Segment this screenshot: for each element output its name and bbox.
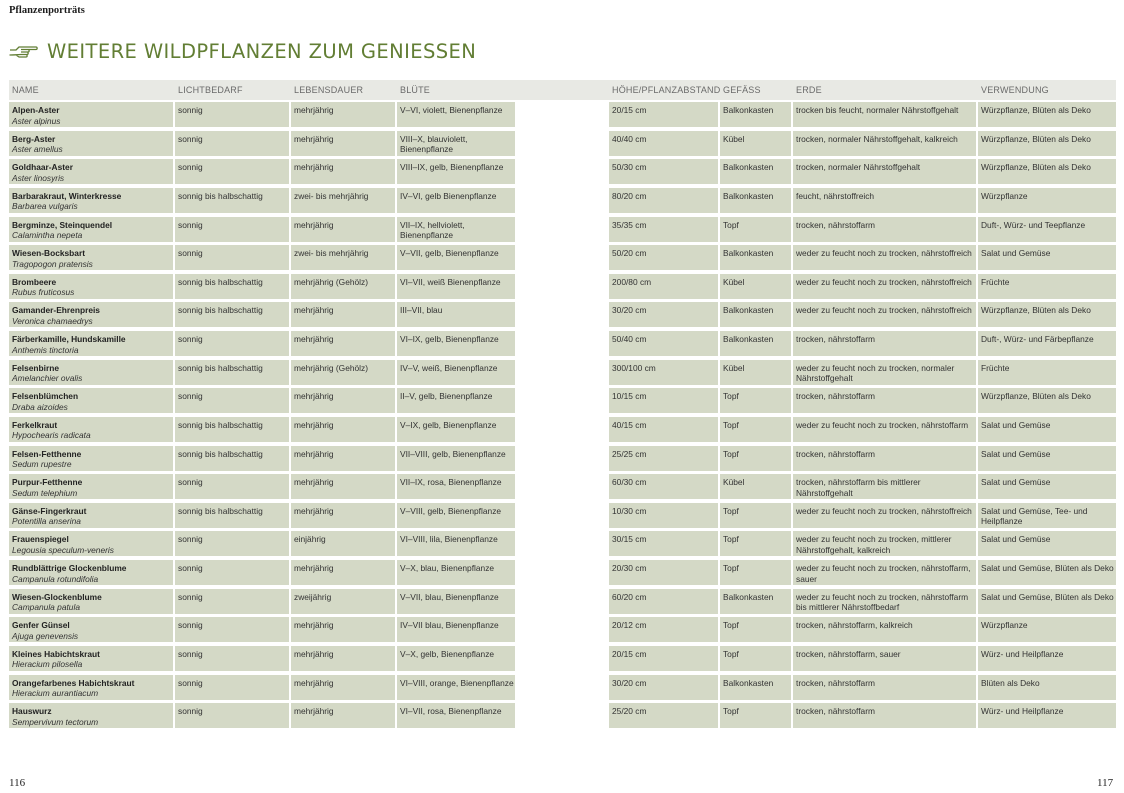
cell-hoehe: 10/30 cm bbox=[609, 503, 718, 528]
cell-name bbox=[9, 131, 173, 156]
plant-latin-name: Hypochearis radicata bbox=[12, 430, 91, 441]
column-header-verwendung: VERWENDUNG bbox=[981, 85, 1049, 95]
cell-licht: sonnig bbox=[175, 474, 289, 499]
table-row bbox=[9, 129, 1116, 158]
cell-bluete: V–VIII, gelb, Bienenpflanze bbox=[397, 503, 515, 528]
cell-hoehe: 300/100 cm bbox=[609, 360, 718, 385]
cell-verwendung: Salat und Gemüse bbox=[978, 446, 1116, 471]
cell-erde: weder zu feucht noch zu trocken, nährstoffarm, sauer bbox=[793, 560, 976, 585]
table-row bbox=[9, 186, 1116, 215]
cell-erde: weder zu feucht noch zu trocken, nährstoffarm bis mittlerer Nährstoffbedarf bbox=[793, 589, 976, 614]
cell-gefaess: Topf bbox=[720, 646, 791, 671]
cell-erde: weder zu feucht noch zu trocken, nährstoffreich bbox=[793, 302, 976, 327]
cell-hoehe: 30/15 cm bbox=[609, 531, 718, 556]
cell-gefaess: Kübel bbox=[720, 360, 791, 385]
plant-latin-name: Potentilla anserina bbox=[12, 516, 81, 527]
cell-verwendung: Salat und Gemüse, Blüten als Deko bbox=[978, 589, 1116, 614]
cell-erde: trocken, normaler Nährstoffgehalt, kalkreich bbox=[793, 131, 976, 156]
cell-verwendung: Würzpflanze bbox=[978, 617, 1116, 642]
plant-latin-name: Calamintha nepeta bbox=[12, 230, 83, 240]
cell-bluete: VI–IX, gelb, Bienenpflanze bbox=[397, 331, 515, 356]
cell-licht: sonnig bbox=[175, 131, 289, 156]
pointing-hand-icon bbox=[9, 41, 39, 63]
cell-dauer: mehrjährig bbox=[291, 159, 395, 184]
cell-bluete: V–VII, gelb, Bienenpflanze bbox=[397, 245, 515, 270]
cell-verwendung: Salat und Gemüse bbox=[978, 245, 1116, 270]
cell-erde: trocken, nährstoffarm bbox=[793, 703, 976, 728]
plant-latin-name: Draba aizoides bbox=[12, 401, 68, 412]
cell-bluete: VII–IX, rosa, Bienenpflanze bbox=[397, 474, 515, 499]
plant-name: Goldhaar-Aster bbox=[12, 162, 73, 173]
cell-verwendung: Würzpflanze, Blüten als Deko bbox=[978, 388, 1116, 413]
cell-bluete: VI–VII, rosa, Bienenpflanze bbox=[397, 703, 515, 728]
cell-dauer: mehrjährig bbox=[291, 646, 395, 671]
table-row bbox=[9, 358, 1116, 387]
cell-verwendung: Duft-, Würz- und Teepflanze bbox=[978, 217, 1116, 242]
cell-dauer: mehrjährig bbox=[291, 560, 395, 585]
cell-bluete: VII–VIII, gelb, Bienenpflanze bbox=[397, 446, 515, 471]
cell-licht: sonnig bbox=[175, 217, 289, 242]
cell-hoehe: 20/15 cm bbox=[609, 102, 718, 127]
cell-gefaess: Kübel bbox=[720, 474, 791, 499]
cell-verwendung: Würzpflanze, Blüten als Deko bbox=[978, 159, 1116, 184]
cell-name bbox=[9, 474, 173, 499]
cell-erde: trocken, nährstoffarm bis mittlerer Nährstoffgehalt bbox=[793, 474, 976, 499]
cell-bluete: VII–IX, hellviolett, Bienenpflanze bbox=[397, 217, 515, 242]
table-row bbox=[9, 386, 1116, 415]
cell-hoehe: 30/20 cm bbox=[609, 675, 718, 700]
cell-name bbox=[9, 388, 173, 413]
cell-bluete: V–X, blau, Bienenpflanze bbox=[397, 560, 515, 585]
cell-licht: sonnig bbox=[175, 589, 289, 614]
cell-hoehe: 25/20 cm bbox=[609, 703, 718, 728]
cell-dauer: einjährig bbox=[291, 531, 395, 556]
plant-latin-name: Hieracium aurantiacum bbox=[12, 688, 99, 698]
plant-name: Felsenbirne bbox=[12, 362, 60, 373]
plant-name: Bergminze, Steinquendel bbox=[12, 219, 113, 230]
cell-bluete: V–VI, violett, Bienenpflanze bbox=[397, 102, 515, 127]
cell-hoehe: 50/30 cm bbox=[609, 159, 718, 184]
plant-latin-name: Sedum rupestre bbox=[12, 459, 72, 469]
cell-gefaess: Balkonkasten bbox=[720, 331, 791, 356]
cell-dauer: zwei- bis mehrjährig bbox=[291, 188, 395, 213]
cell-gefaess: Balkonkasten bbox=[720, 159, 791, 184]
cell-dauer: mehrjährig (Gehölz) bbox=[291, 360, 395, 385]
cell-gefaess: Topf bbox=[720, 503, 791, 528]
cell-dauer: mehrjährig bbox=[291, 302, 395, 327]
cell-erde: trocken, nährstoffarm bbox=[793, 331, 976, 356]
table-row bbox=[9, 673, 1116, 702]
cell-dauer: mehrjährig bbox=[291, 417, 395, 442]
cell-hoehe: 20/15 cm bbox=[609, 646, 718, 671]
cell-dauer: zweijährig bbox=[291, 589, 395, 614]
plant-latin-name: Aster amellus bbox=[12, 144, 63, 155]
cell-dauer: mehrjährig bbox=[291, 102, 395, 127]
plant-latin-name: Aster linosyris bbox=[12, 172, 65, 183]
cell-bluete: VI–VII, weiß Bienenpflanze bbox=[397, 274, 515, 299]
cell-erde: trocken, nährstoffarm, sauer bbox=[793, 646, 976, 671]
cell-name bbox=[9, 589, 173, 614]
cell-erde: trocken, nährstoffarm bbox=[793, 217, 976, 242]
plant-latin-name: Amelanchier ovalis bbox=[12, 373, 83, 384]
plant-name: Wiesen-Bocksbart bbox=[12, 248, 85, 259]
table-row bbox=[9, 501, 1116, 530]
cell-dauer: zwei- bis mehrjährig bbox=[291, 245, 395, 270]
cell-gefaess: Balkonkasten bbox=[720, 589, 791, 614]
cell-bluete: III–VII, blau bbox=[397, 302, 515, 327]
cell-verwendung: Früchte bbox=[978, 274, 1116, 299]
cell-gefaess: Balkonkasten bbox=[720, 102, 791, 127]
cell-erde: trocken, normaler Nährstoffgehalt bbox=[793, 159, 976, 184]
cell-name bbox=[9, 360, 173, 385]
cell-bluete: IV–VI, gelb Bienenpflanze bbox=[397, 188, 515, 213]
plant-name: Purpur-Fetthenne bbox=[12, 477, 83, 488]
cell-licht: sonnig bbox=[175, 703, 289, 728]
cell-verwendung: Früchte bbox=[978, 360, 1116, 385]
cell-dauer: mehrjährig bbox=[291, 474, 395, 499]
cell-name bbox=[9, 617, 173, 642]
cell-hoehe: 20/30 cm bbox=[609, 560, 718, 585]
column-header-bluete: BLÜTE bbox=[400, 85, 431, 95]
cell-hoehe: 25/25 cm bbox=[609, 446, 718, 471]
cell-bluete: V–IX, gelb, Bienenpflanze bbox=[397, 417, 515, 442]
cell-name bbox=[9, 703, 173, 728]
cell-licht: sonnig bbox=[175, 675, 289, 700]
cell-licht: sonnig bis halbschattig bbox=[175, 302, 289, 327]
cell-bluete: II–V, gelb, Bienenpflanze bbox=[397, 388, 515, 413]
plant-latin-name: Rubus fruticosus bbox=[12, 287, 75, 298]
plant-name: Orangefarbenes Habichtskraut bbox=[12, 677, 135, 688]
cell-dauer: mehrjährig bbox=[291, 331, 395, 356]
cell-hoehe: 50/40 cm bbox=[609, 331, 718, 356]
cell-bluete: VIII–IX, gelb, Bienenpflanze bbox=[397, 159, 515, 184]
cell-licht: sonnig bis halbschattig bbox=[175, 446, 289, 471]
cell-name bbox=[9, 188, 173, 213]
column-header-erde: ERDE bbox=[796, 85, 822, 95]
column-header-name: NAME bbox=[12, 85, 39, 95]
cell-dauer: mehrjährig (Gehölz) bbox=[291, 274, 395, 299]
cell-gefaess: Balkonkasten bbox=[720, 188, 791, 213]
plant-latin-name: Sedum telephium bbox=[12, 487, 78, 498]
cell-gefaess: Balkonkasten bbox=[720, 245, 791, 270]
cell-hoehe: 20/12 cm bbox=[609, 617, 718, 642]
cell-name bbox=[9, 675, 173, 700]
cell-licht: sonnig bbox=[175, 560, 289, 585]
cell-licht: sonnig bis halbschattig bbox=[175, 274, 289, 299]
cell-verwendung: Würz- und Heilpflanze bbox=[978, 703, 1116, 728]
cell-erde: feucht, nährstoffreich bbox=[793, 188, 976, 213]
page-number-right: 117 bbox=[1097, 777, 1114, 789]
table-row bbox=[9, 272, 1116, 301]
plant-name: Ferkelkraut bbox=[12, 419, 58, 430]
table-row bbox=[9, 157, 1116, 186]
plant-latin-name: Sempervivum tectorum bbox=[12, 716, 99, 727]
cell-gefaess: Kübel bbox=[720, 274, 791, 299]
cell-hoehe: 50/20 cm bbox=[609, 245, 718, 270]
plant-table bbox=[9, 80, 1116, 730]
plant-latin-name: Legousia speculum-veneris bbox=[12, 544, 114, 555]
cell-bluete: VIII–X, blauviolett, Bienenpflanze bbox=[397, 131, 515, 156]
cell-verwendung: Würzpflanze, Blüten als Deko bbox=[978, 131, 1116, 156]
plant-name: Felsen-Fetthenne bbox=[12, 448, 82, 459]
plant-latin-name: Campanula rotundifolia bbox=[12, 573, 99, 584]
table-row bbox=[9, 100, 1116, 129]
cell-licht: sonnig bbox=[175, 245, 289, 270]
column-header-lichtbedarf: LICHTBEDARF bbox=[178, 85, 243, 95]
cell-erde: weder zu feucht noch zu trocken, nährstoffreich bbox=[793, 503, 976, 528]
plant-latin-name: Tragopogon pratensis bbox=[12, 258, 93, 269]
table-row bbox=[9, 701, 1116, 730]
cell-verwendung: Salat und Gemüse, Blüten als Deko bbox=[978, 560, 1116, 585]
plant-name: Barbarakraut, Winterkresse bbox=[12, 190, 122, 201]
cell-licht: sonnig bis halbschattig bbox=[175, 188, 289, 213]
cell-dauer: mehrjährig bbox=[291, 446, 395, 471]
cell-verwendung: Salat und Gemüse, Tee- und Heilpflanze bbox=[978, 503, 1116, 528]
plant-latin-name: Barbarea vulgaris bbox=[12, 201, 78, 212]
cell-name bbox=[9, 646, 173, 671]
column-header-hoehe: HÖHE/PFLANZABSTAND bbox=[612, 85, 721, 95]
cell-erde: trocken, nährstoffarm bbox=[793, 446, 976, 471]
cell-hoehe: 35/35 cm bbox=[609, 217, 718, 242]
cell-gefaess: Topf bbox=[720, 388, 791, 413]
cell-gefaess: Topf bbox=[720, 560, 791, 585]
cell-dauer: mehrjährig bbox=[291, 388, 395, 413]
cell-name bbox=[9, 159, 173, 184]
cell-licht: sonnig bbox=[175, 531, 289, 556]
cell-name bbox=[9, 102, 173, 127]
cell-licht: sonnig bbox=[175, 331, 289, 356]
plant-latin-name: Campanula patula bbox=[12, 602, 80, 613]
plant-latin-name: Veronica chamaedrys bbox=[12, 315, 93, 326]
plant-latin-name: Aster alpinus bbox=[12, 115, 61, 126]
cell-gefaess: Topf bbox=[720, 417, 791, 442]
plant-name: Hauswurz bbox=[12, 706, 52, 717]
plant-name: Rundblättrige Glockenblume bbox=[12, 563, 127, 573]
table-header bbox=[9, 80, 1116, 100]
cell-verwendung: Duft-, Würz- und Färbepflanze bbox=[978, 331, 1116, 356]
cell-erde: weder zu feucht noch zu trocken, nährstoffarm bbox=[793, 417, 976, 442]
plant-name: Gamander-Ehrenpreis bbox=[12, 305, 100, 316]
cell-gefaess: Kübel bbox=[720, 131, 791, 156]
cell-verwendung: Salat und Gemüse bbox=[978, 417, 1116, 442]
cell-licht: sonnig bbox=[175, 102, 289, 127]
table-row bbox=[9, 587, 1116, 616]
cell-hoehe: 30/20 cm bbox=[609, 302, 718, 327]
cell-dauer: mehrjährig bbox=[291, 217, 395, 242]
cell-hoehe: 40/15 cm bbox=[609, 417, 718, 442]
table-row bbox=[9, 558, 1116, 587]
cell-gefaess: Topf bbox=[720, 617, 791, 642]
cell-name bbox=[9, 217, 173, 242]
table-row bbox=[9, 472, 1116, 501]
cell-name bbox=[9, 331, 173, 356]
plant-name: Brombeere bbox=[12, 276, 57, 287]
cell-erde: trocken, nährstoffarm, kalkreich bbox=[793, 617, 976, 642]
cell-bluete: V–VII, blau, Bienenpflanze bbox=[397, 589, 515, 614]
cell-erde: weder zu feucht noch zu trocken, normaler Nährstoffgehalt bbox=[793, 360, 976, 385]
cell-bluete: IV–VII blau, Bienenpflanze bbox=[397, 617, 515, 642]
page-title: WEITERE WILDPFLANZEN ZUM GENIESSEN bbox=[47, 40, 477, 63]
cell-erde: trocken bis feucht, normaler Nährstoffgehalt bbox=[793, 102, 976, 127]
cell-licht: sonnig bis halbschattig bbox=[175, 417, 289, 442]
cell-dauer: mehrjährig bbox=[291, 703, 395, 728]
cell-hoehe: 40/40 cm bbox=[609, 131, 718, 156]
cell-gefaess: Topf bbox=[720, 217, 791, 242]
cell-dauer: mehrjährig bbox=[291, 617, 395, 642]
plant-name: Kleines Habichtskraut bbox=[12, 648, 100, 659]
table-row bbox=[9, 444, 1116, 473]
cell-dauer: mehrjährig bbox=[291, 675, 395, 700]
cell-bluete: IV–V, weiß, Bienenpflanze bbox=[397, 360, 515, 385]
cell-name bbox=[9, 245, 173, 270]
table-body bbox=[9, 100, 1116, 730]
cell-name bbox=[9, 503, 173, 528]
cell-licht: sonnig bbox=[175, 388, 289, 413]
plant-name: Felsenblümchen bbox=[12, 391, 79, 402]
table-row bbox=[9, 644, 1116, 673]
cell-gefaess: Balkonkasten bbox=[720, 302, 791, 327]
cell-hoehe: 60/20 cm bbox=[609, 589, 718, 614]
cell-gefaess: Topf bbox=[720, 531, 791, 556]
plant-name: Berg-Aster bbox=[12, 133, 56, 144]
cell-verwendung: Würzpflanze, Blüten als Deko bbox=[978, 102, 1116, 127]
cell-dauer: mehrjährig bbox=[291, 503, 395, 528]
cell-verwendung: Salat und Gemüse bbox=[978, 531, 1116, 556]
plant-name: Genfer Günsel bbox=[12, 620, 70, 631]
cell-verwendung: Würzpflanze, Blüten als Deko bbox=[978, 302, 1116, 327]
plant-latin-name: Anthemis tinctoria bbox=[12, 344, 79, 355]
table-row bbox=[9, 329, 1116, 358]
table-row bbox=[9, 215, 1116, 244]
cell-verwendung: Würz- und Heilpflanze bbox=[978, 646, 1116, 671]
cell-erde: weder zu feucht noch zu trocken, mittlerer Nährstoffgehalt, kalkreich bbox=[793, 531, 976, 556]
plant-name: Frauenspiegel bbox=[12, 534, 69, 545]
plant-name: Färberkamille, Hundskamille bbox=[12, 334, 126, 344]
cell-name bbox=[9, 446, 173, 471]
cell-dauer: mehrjährig bbox=[291, 131, 395, 156]
plant-name: Alpen-Aster bbox=[12, 105, 60, 115]
column-header-gefaess: GEFÄSS bbox=[723, 85, 761, 95]
cell-name bbox=[9, 560, 173, 585]
cell-licht: sonnig bbox=[175, 617, 289, 642]
cell-name bbox=[9, 531, 173, 556]
table-row bbox=[9, 243, 1116, 272]
column-header-lebensdauer: LEBENSDAUER bbox=[294, 85, 364, 95]
cell-erde: trocken, nährstoffarm bbox=[793, 388, 976, 413]
cell-name bbox=[9, 302, 173, 327]
cell-erde: weder zu feucht noch zu trocken, nährstoffreich bbox=[793, 245, 976, 270]
cell-hoehe: 200/80 cm bbox=[609, 274, 718, 299]
page-number-left: 116 bbox=[9, 777, 26, 789]
cell-bluete: VI–VIII, lila, Bienenpflanze bbox=[397, 531, 515, 556]
title-block bbox=[9, 40, 476, 63]
cell-gefaess: Topf bbox=[720, 446, 791, 471]
cell-bluete: V–X, gelb, Bienenpflanze bbox=[397, 646, 515, 671]
cell-licht: sonnig bbox=[175, 646, 289, 671]
cell-gefaess: Topf bbox=[720, 703, 791, 728]
plant-latin-name: Ajuga genevensis bbox=[12, 630, 79, 641]
cell-hoehe: 80/20 cm bbox=[609, 188, 718, 213]
plant-name: Wiesen-Glockenblume bbox=[12, 591, 102, 602]
running-head: Pflanzenporträts bbox=[9, 5, 85, 16]
plant-latin-name: Hieracium pilosella bbox=[12, 659, 83, 670]
table-row bbox=[9, 300, 1116, 329]
cell-licht: sonnig bbox=[175, 159, 289, 184]
cell-name bbox=[9, 417, 173, 442]
cell-hoehe: 60/30 cm bbox=[609, 474, 718, 499]
cell-verwendung: Würzpflanze bbox=[978, 188, 1116, 213]
cell-gefaess: Balkonkasten bbox=[720, 675, 791, 700]
cell-verwendung: Salat und Gemüse bbox=[978, 474, 1116, 499]
plant-name: Gänse-Fingerkraut bbox=[12, 505, 87, 516]
table-row bbox=[9, 615, 1116, 644]
cell-licht: sonnig bis halbschattig bbox=[175, 360, 289, 385]
cell-erde: trocken, nährstoffarm bbox=[793, 675, 976, 700]
table-row bbox=[9, 415, 1116, 444]
table-row bbox=[9, 529, 1116, 558]
cell-licht: sonnig bis halbschattig bbox=[175, 503, 289, 528]
cell-name bbox=[9, 274, 173, 299]
cell-bluete: VI–VIII, orange, Bienenpflanze bbox=[397, 675, 515, 700]
cell-hoehe: 10/15 cm bbox=[609, 388, 718, 413]
cell-verwendung: Blüten als Deko bbox=[978, 675, 1116, 700]
cell-erde: weder zu feucht noch zu trocken, nährstoffreich bbox=[793, 274, 976, 299]
